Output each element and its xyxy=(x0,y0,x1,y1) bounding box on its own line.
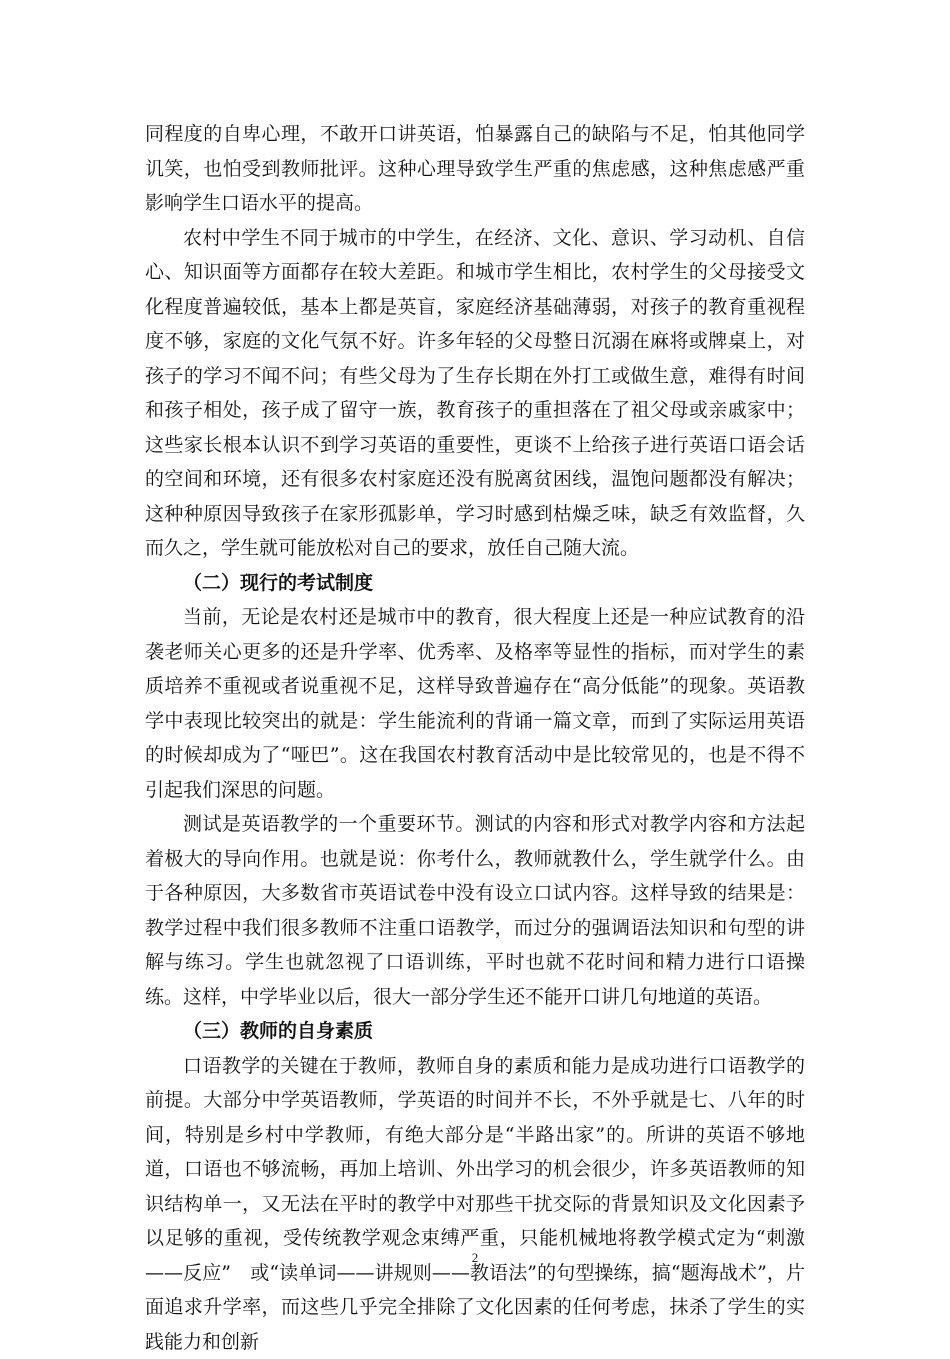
paragraph-continuation: 同程度的自卑心理，不敢开口讲英语，怕暴露自己的缺陷与不足，怕其他同学讥笑，也怕受到教师批评。这种心理导致学生严重的焦虑感，这种焦虑感严重影响学生口语水平的提高。 xyxy=(145,117,805,221)
paragraph-teacher-quality: 口语教学的关键在于教师，教师自身的素质和能力是成功进行口语教学的前提。大部分中学英语教师，学英语的时间并不长，不外乎就是七、八年的时间，特别是乡村中学教师，有绝大部分是“半路出家”的。所讲的英语不够地道，口语也不够流畅，再加上培训、外出学习的机会很少，许多英语教师的知识结构单一，又无法在平时的教学中对那些干扰交际的背景知识及文化因素予以足够的重视，受传统教学观念束缚严重，只能机械地将教学模式定为“刺激——反应” 或“读单词——讲规则——教语法”的句型操练，搞“题海战术”，片面追求升学率，而这些几乎完全排除了文化因素的任何考虑，抹杀了学生的实践能力和创新 xyxy=(145,1049,805,1359)
document-body xyxy=(145,117,805,1359)
section-heading-teacher-quality: （三）教师的自身素质 xyxy=(145,1014,805,1049)
paragraph-rural-students: 农村中学生不同于城市的中学生，在经济、文化、意识、学习动机、自信心、知识面等方面都存在较大差距。和城市学生相比，农村学生的父母接受文化程度普遍较低，基本上都是英盲，家庭经济基础薄弱，对孩子的教育重视程度不够，家庭的文化气氛不好。许多年轻的父母整日沉溺在麻将或牌桌上，对孩子的学习不闻不问；有些父母为了生存长期在外打工或做生意，难得有时间和孩子相处，孩子成了留守一族，教育孩子的重担落在了祖父母或亲戚家中；这些家长根本认识不到学习英语的重要性，更谈不上给孩子进行英语口语会话的空间和环境，还有很多农村家庭还没有脱离贫困线，温饱问题都没有解决；这种种原因导致孩子在家形孤影单，学习时感到枯燥乏味，缺乏有效监督，久而久之，学生就可能放松对自己的要求，放任自己随大流。 xyxy=(145,221,805,566)
page-number: 2 xyxy=(0,1250,950,1266)
paragraph-testing: 测试是英语教学的一个重要环节。测试的内容和形式对教学内容和方法起着极大的导向作用。也就是说：你考什么，教师就教什么，学生就学什么。由于各种原因，大多数省市英语试卷中没有设立口试内容。这样导致的结果是：教学过程中我们很多教师不注重口语教学，而过分的强调语法知识和句型的讲解与练习。学生也就忽视了口语训练，平时也就不花时间和精力进行口语操练。这样，中学毕业以后，很大一部分学生还不能开口讲几句地道的英语。 xyxy=(145,807,805,1014)
section-heading-exam-system: （二）现行的考试制度 xyxy=(145,566,805,601)
paragraph-exam-oriented-education: 当前，无论是农村还是城市中的教育，很大程度上还是一种应试教育的沿袭老师关心更多的还是升学率、优秀率、及格率等显性的指标，而对学生的素质培养不重视或者说重视不足，这样导致普遍存在“高分低能”的现象。英语教学中表现比较突出的就是：学生能流利的背诵一篇文章，而到了实际运用英语的时候却成为了“哑巴”。这在我国农村教育活动中是比较常见的，也是不得不引起我们深思的问题。 xyxy=(145,600,805,807)
